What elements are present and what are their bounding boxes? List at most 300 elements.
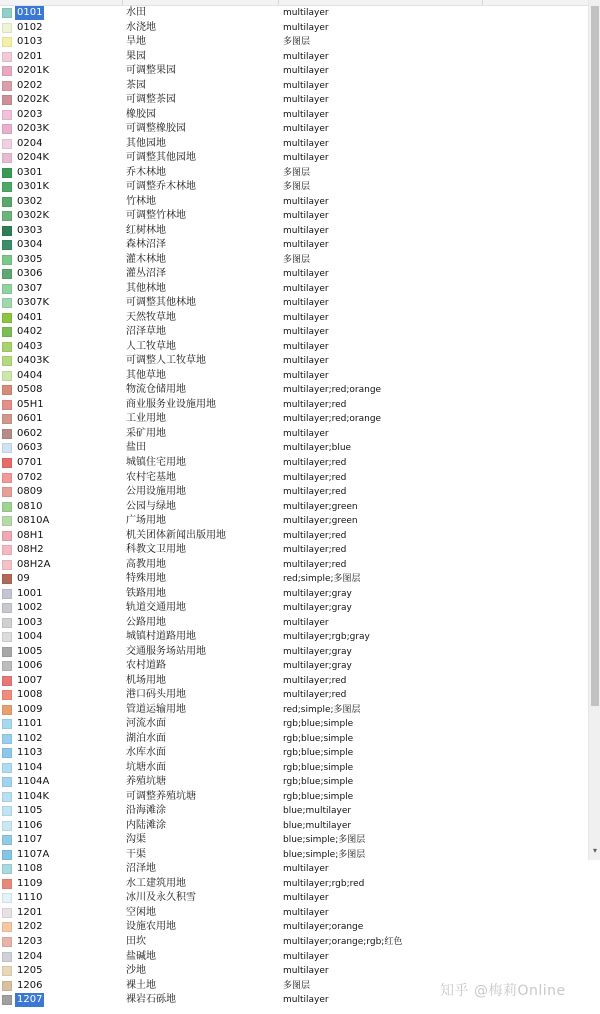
item-code: 0810A	[17, 515, 50, 527]
item-name: 沼泽草地	[126, 326, 166, 338]
list-item[interactable]	[0, 529, 588, 544]
item-code: 0202	[17, 79, 43, 91]
list-item[interactable]	[0, 441, 588, 456]
item-style: multilayer	[283, 283, 329, 294]
symbol-swatch-icon	[2, 893, 12, 903]
item-code: 08H1	[17, 529, 44, 541]
list-item[interactable]	[0, 964, 588, 979]
item-code: 0301	[17, 166, 43, 178]
symbol-swatch-icon	[2, 952, 12, 962]
symbol-swatch-icon	[2, 516, 12, 526]
list-item[interactable]	[0, 775, 588, 790]
item-code: 0302	[17, 195, 43, 207]
item-style: multilayer	[283, 370, 329, 381]
item-name: 茶园	[126, 79, 146, 91]
item-name: 灌丛沼泽	[126, 268, 166, 280]
list-item[interactable]	[0, 6, 588, 21]
symbol-swatch-icon	[2, 589, 12, 599]
list-item[interactable]	[0, 674, 588, 689]
list-item[interactable]	[0, 224, 588, 239]
list-item[interactable]	[0, 833, 588, 848]
item-code: 1201	[17, 906, 43, 918]
item-name: 内陆滩涂	[126, 819, 166, 831]
list-item[interactable]	[0, 398, 588, 413]
item-name: 管道运输用地	[126, 703, 186, 715]
item-code: 0103	[17, 36, 43, 48]
item-name: 裸土地	[126, 979, 156, 991]
list-item[interactable]	[0, 703, 588, 718]
item-name: 港口码头用地	[126, 689, 186, 701]
item-style: multilayer;gray	[283, 661, 352, 672]
item-code: 1104K	[17, 790, 50, 802]
symbol-swatch-icon	[2, 385, 12, 395]
symbol-swatch-icon	[2, 908, 12, 918]
symbol-swatch-icon	[2, 545, 12, 555]
list-item[interactable]	[0, 558, 588, 573]
list-item[interactable]	[0, 282, 588, 297]
item-name: 沿海滩涂	[126, 805, 166, 817]
symbol-swatch-icon	[2, 240, 12, 250]
item-name: 可调整果园	[126, 65, 176, 77]
item-name: 广场用地	[126, 515, 166, 527]
item-style: red;simple;多图层	[283, 704, 361, 715]
item-style: multilayer;red	[283, 487, 347, 498]
list-item[interactable]	[0, 79, 588, 94]
list-item[interactable]	[0, 804, 588, 819]
symbol-swatch-icon	[2, 197, 12, 207]
item-style: multilayer	[283, 864, 329, 875]
item-code: 1103	[17, 747, 43, 759]
item-code: 1206	[17, 979, 43, 991]
symbol-swatch-icon	[2, 937, 12, 947]
symbol-swatch-icon	[2, 574, 12, 584]
symbol-swatch-icon	[2, 995, 12, 1005]
item-name: 工业用地	[126, 413, 166, 425]
item-style: 多图层	[283, 254, 311, 265]
symbol-swatch-icon	[2, 168, 12, 178]
symbol-swatch-icon	[2, 429, 12, 439]
item-name: 盐田	[126, 442, 146, 454]
item-style: multilayer;blue	[283, 443, 352, 454]
item-style: multilayer	[283, 428, 329, 439]
item-code: 1001	[17, 587, 43, 599]
symbol-list[interactable]	[0, 6, 588, 1008]
item-code: 1004	[17, 631, 43, 643]
item-code: 09	[17, 573, 30, 585]
item-name: 可调整养殖坑塘	[126, 790, 196, 802]
item-name: 可调整人工牧草地	[126, 355, 206, 367]
symbol-swatch-icon	[2, 255, 12, 265]
item-style: multilayer;red	[283, 530, 347, 541]
item-name: 轨道交通用地	[126, 602, 186, 614]
item-code: 0306	[17, 268, 43, 280]
item-style: multilayer;red;orange	[283, 385, 382, 396]
item-code: 1107A	[17, 848, 50, 860]
item-style: 多图层	[283, 167, 311, 178]
list-item[interactable]	[0, 456, 588, 471]
item-name: 水工建筑用地	[126, 877, 186, 889]
list-item[interactable]	[0, 166, 588, 181]
list-item[interactable]	[0, 427, 588, 442]
symbol-swatch-icon	[2, 153, 12, 163]
list-item[interactable]	[0, 325, 588, 340]
header-divider	[278, 0, 279, 5]
item-style: multilayer;red	[283, 675, 347, 686]
list-item[interactable]	[0, 572, 588, 587]
list-item[interactable]	[0, 950, 588, 965]
item-style: 多图层	[283, 37, 311, 48]
list-item[interactable]	[0, 500, 588, 515]
item-code: 0204K	[17, 152, 50, 164]
item-style: multilayer	[283, 138, 329, 149]
item-name: 机关团体新闻出版用地	[126, 529, 226, 541]
list-item[interactable]	[0, 920, 588, 935]
vertical-scrollbar[interactable]	[588, 0, 600, 860]
item-code: 1009	[17, 703, 43, 715]
symbol-swatch-icon	[2, 211, 12, 221]
item-code: 1108	[17, 863, 43, 875]
item-style: multilayer	[283, 893, 329, 904]
symbol-swatch-icon	[2, 81, 12, 91]
item-style: red;simple;多图层	[283, 574, 361, 585]
item-style: multilayer	[283, 312, 329, 323]
list-item[interactable]	[0, 64, 588, 79]
symbol-swatch-icon	[2, 226, 12, 236]
list-item[interactable]	[0, 180, 588, 195]
symbol-swatch-icon	[2, 850, 12, 860]
symbol-swatch-icon	[2, 443, 12, 453]
symbol-swatch-icon	[2, 327, 12, 337]
item-code: 1102	[17, 732, 43, 744]
symbol-swatch-icon	[2, 531, 12, 541]
item-style: multilayer	[283, 995, 329, 1006]
item-name: 商业服务业设施用地	[126, 398, 216, 410]
list-item[interactable]	[0, 616, 588, 631]
item-name: 其他草地	[126, 369, 166, 381]
item-name: 红树林地	[126, 224, 166, 236]
item-name: 设施农用地	[126, 921, 176, 933]
item-style: 多图层	[283, 980, 311, 991]
item-code: 1106	[17, 819, 43, 831]
list-item[interactable]	[0, 137, 588, 152]
item-name: 特殊用地	[126, 573, 166, 585]
list-item[interactable]	[0, 369, 588, 384]
item-name: 果园	[126, 50, 146, 62]
item-style: rgb;blue;simple	[283, 719, 354, 730]
symbol-swatch-icon	[2, 879, 12, 889]
item-style: multilayer;red	[283, 690, 347, 701]
list-item[interactable]	[0, 630, 588, 645]
list-item[interactable]	[0, 50, 588, 65]
item-code: 0603	[17, 442, 43, 454]
list-item[interactable]	[0, 471, 588, 486]
item-name: 森林沼泽	[126, 239, 166, 251]
list-item[interactable]	[0, 35, 588, 50]
symbol-swatch-icon	[2, 95, 12, 105]
symbol-swatch-icon	[2, 284, 12, 294]
item-style: multilayer	[283, 196, 329, 207]
item-style: multilayer	[283, 341, 329, 352]
item-name: 公园与绿地	[126, 500, 176, 512]
list-item[interactable]	[0, 543, 588, 558]
symbol-swatch-icon	[2, 821, 12, 831]
item-code: 0301K	[17, 181, 50, 193]
item-code: 1205	[17, 965, 43, 977]
symbol-swatch-icon	[2, 414, 12, 424]
symbol-swatch-icon	[2, 342, 12, 352]
symbol-swatch-icon	[2, 110, 12, 120]
symbol-swatch-icon	[2, 966, 12, 976]
symbol-swatch-icon	[2, 748, 12, 758]
list-item[interactable]	[0, 485, 588, 500]
item-style: multilayer;green	[283, 516, 358, 527]
list-item[interactable]	[0, 209, 588, 224]
item-name: 竹林地	[126, 195, 156, 207]
item-code: 0602	[17, 427, 43, 439]
symbol-swatch-icon	[2, 269, 12, 279]
item-name: 天然牧草地	[126, 311, 176, 323]
item-name: 旱地	[126, 36, 146, 48]
list-item[interactable]	[0, 253, 588, 268]
item-name: 科教文卫用地	[126, 544, 186, 556]
item-code: 0307	[17, 282, 43, 294]
item-code: 0303	[17, 224, 43, 236]
item-code: 1007	[17, 674, 43, 686]
list-item[interactable]	[0, 122, 588, 137]
item-name: 可调整其他园地	[126, 152, 196, 164]
item-code: 0201K	[17, 65, 50, 77]
list-item[interactable]	[0, 935, 588, 950]
item-name: 人工牧草地	[126, 340, 176, 352]
item-style: blue;simple;多图层	[283, 835, 366, 846]
symbol-swatch-icon	[2, 647, 12, 657]
symbol-swatch-icon	[2, 8, 12, 18]
item-code: 0701	[17, 456, 43, 468]
item-style: multilayer	[283, 269, 329, 280]
item-style: multilayer;rgb;red	[283, 878, 365, 889]
scrollbar-thumb[interactable]	[591, 6, 599, 706]
item-style: multilayer;gray	[283, 646, 352, 657]
symbol-swatch-icon	[2, 37, 12, 47]
item-style: multilayer;red	[283, 457, 347, 468]
symbol-swatch-icon	[2, 473, 12, 483]
item-style: multilayer	[283, 8, 329, 18]
item-code: 0401	[17, 311, 43, 323]
item-code: 0809	[17, 486, 43, 498]
item-name: 沟渠	[126, 834, 146, 846]
item-code: 1109	[17, 877, 43, 889]
item-style: multilayer;gray	[283, 588, 352, 599]
list-item[interactable]	[0, 514, 588, 529]
list-item[interactable]	[0, 340, 588, 355]
symbol-swatch-icon	[2, 777, 12, 787]
item-name: 可调整乔木林地	[126, 181, 196, 193]
symbol-swatch-icon	[2, 763, 12, 773]
item-style: multilayer;orange	[283, 922, 364, 933]
item-name: 可调整竹林地	[126, 210, 186, 222]
item-code: 1008	[17, 689, 43, 701]
symbol-swatch-icon	[2, 502, 12, 512]
item-style: multilayer;red;orange	[283, 414, 382, 425]
symbol-swatch-icon	[2, 139, 12, 149]
item-name: 可调整其他林地	[126, 297, 196, 309]
item-style: multilayer	[283, 951, 329, 962]
item-style: rgb;blue;simple	[283, 748, 354, 759]
item-name: 田坎	[126, 936, 146, 947]
item-style: multilayer	[283, 617, 329, 628]
item-style: multilayer	[283, 240, 329, 251]
list-item[interactable]	[0, 195, 588, 210]
item-name: 坑塘水面	[126, 761, 166, 773]
item-name: 公用设施用地	[126, 486, 186, 498]
symbol-swatch-icon	[2, 560, 12, 570]
item-name: 橡胶园	[126, 108, 156, 120]
list-item[interactable]	[0, 848, 588, 863]
item-style: multilayer	[283, 124, 329, 135]
symbol-swatch-icon	[2, 603, 12, 613]
item-style: blue;simple;多图层	[283, 849, 366, 860]
list-item[interactable]	[0, 906, 588, 921]
list-item[interactable]	[0, 21, 588, 36]
header-divider	[122, 0, 123, 5]
item-style: multilayer;gray	[283, 603, 352, 614]
list-item[interactable]	[0, 717, 588, 732]
item-code: 0305	[17, 253, 43, 265]
symbol-swatch-icon	[2, 313, 12, 323]
item-code: 0202K	[17, 94, 50, 106]
symbol-swatch-icon	[2, 792, 12, 802]
item-name: 交通服务场站用地	[126, 645, 206, 657]
item-name: 城镇村道路用地	[126, 631, 196, 643]
symbol-swatch-icon	[2, 734, 12, 744]
item-style: multilayer	[283, 80, 329, 91]
list-item[interactable]	[0, 108, 588, 123]
list-item[interactable]	[0, 688, 588, 703]
item-code: 1203	[17, 936, 43, 947]
item-code: 0508	[17, 384, 43, 396]
item-code: 0810	[17, 500, 43, 512]
item-code: 08H2	[17, 544, 44, 556]
item-name: 干渠	[126, 848, 146, 860]
item-code: 0307K	[17, 297, 50, 309]
list-item[interactable]	[0, 746, 588, 761]
item-code: 05H1	[17, 398, 44, 410]
symbol-swatch-icon	[2, 458, 12, 468]
list-item[interactable]	[0, 819, 588, 834]
header-divider	[482, 0, 483, 5]
list-item[interactable]	[0, 383, 588, 398]
item-name: 乔木林地	[126, 166, 166, 178]
symbol-swatch-icon	[2, 124, 12, 134]
list-item[interactable]	[0, 891, 588, 906]
item-code: 1110	[17, 892, 43, 904]
item-style: multilayer	[283, 109, 329, 120]
list-item[interactable]	[0, 238, 588, 253]
item-code: 1107	[17, 834, 43, 846]
scroll-down-arrow-icon[interactable]: ▾	[592, 846, 597, 855]
item-code: 0201	[17, 50, 43, 62]
item-name: 水浇地	[126, 21, 156, 33]
item-style: multilayer	[283, 327, 329, 338]
item-code: 0403	[17, 340, 43, 352]
symbol-swatch-icon	[2, 806, 12, 816]
item-style: multilayer	[283, 907, 329, 918]
list-item[interactable]	[0, 645, 588, 660]
list-item[interactable]	[0, 587, 588, 602]
item-code: 1104A	[17, 776, 50, 788]
symbol-swatch-icon	[2, 705, 12, 715]
item-style: multilayer;orange;rgb;红色	[283, 937, 403, 947]
list-item[interactable]	[0, 354, 588, 369]
item-style: multilayer	[283, 298, 329, 309]
item-code: 0101	[17, 7, 43, 18]
item-code: 08H2A	[17, 558, 51, 570]
item-name: 物流仓储用地	[126, 384, 186, 396]
item-style: 多图层	[283, 182, 311, 193]
list-item[interactable]	[0, 732, 588, 747]
list-item[interactable]	[0, 311, 588, 326]
item-name: 盐碱地	[126, 950, 156, 962]
item-name: 裸岩石砾地	[126, 994, 176, 1006]
item-code: 1207	[17, 994, 43, 1006]
symbol-swatch-icon	[2, 661, 12, 671]
item-name: 湖泊水面	[126, 732, 166, 744]
item-name: 水库水面	[126, 747, 166, 759]
list-item[interactable]	[0, 151, 588, 166]
item-style: rgb;blue;simple	[283, 791, 354, 802]
item-style: multilayer;red	[283, 472, 347, 483]
item-style: multilayer	[283, 225, 329, 236]
list-item[interactable]	[0, 877, 588, 892]
list-item[interactable]	[0, 267, 588, 282]
item-style: multilayer;red	[283, 545, 347, 556]
list-item[interactable]	[0, 601, 588, 616]
item-name: 水田	[126, 7, 146, 18]
item-code: 0304	[17, 239, 43, 251]
symbol-swatch-icon	[2, 400, 12, 410]
item-name: 可调整茶园	[126, 94, 176, 106]
item-name: 沼泽地	[126, 863, 156, 875]
item-name: 采矿用地	[126, 427, 166, 439]
item-style: multilayer;green	[283, 501, 358, 512]
item-name: 公路用地	[126, 616, 166, 628]
item-name: 灌木林地	[126, 253, 166, 265]
list-item[interactable]	[0, 659, 588, 674]
symbol-swatch-icon	[2, 690, 12, 700]
symbol-swatch-icon	[2, 371, 12, 381]
symbol-swatch-icon	[2, 835, 12, 845]
list-item[interactable]	[0, 93, 588, 108]
item-code: 0601	[17, 413, 43, 425]
item-code: 0302K	[17, 210, 50, 222]
list-item[interactable]	[0, 862, 588, 877]
item-style: multilayer	[283, 211, 329, 222]
item-code: 1006	[17, 660, 43, 672]
item-code: 1104	[17, 761, 43, 773]
list-item[interactable]	[0, 296, 588, 311]
item-style: multilayer	[283, 95, 329, 106]
item-code: 0702	[17, 471, 43, 483]
item-code: 0402	[17, 326, 43, 338]
list-item[interactable]	[0, 790, 588, 805]
symbol-swatch-icon	[2, 922, 12, 932]
item-name: 可调整橡胶园	[126, 123, 186, 135]
item-name: 农村宅基地	[126, 471, 176, 483]
item-style: rgb;blue;simple	[283, 762, 354, 773]
list-item[interactable]	[0, 412, 588, 427]
item-code: 1202	[17, 921, 43, 933]
list-item[interactable]	[0, 761, 588, 776]
